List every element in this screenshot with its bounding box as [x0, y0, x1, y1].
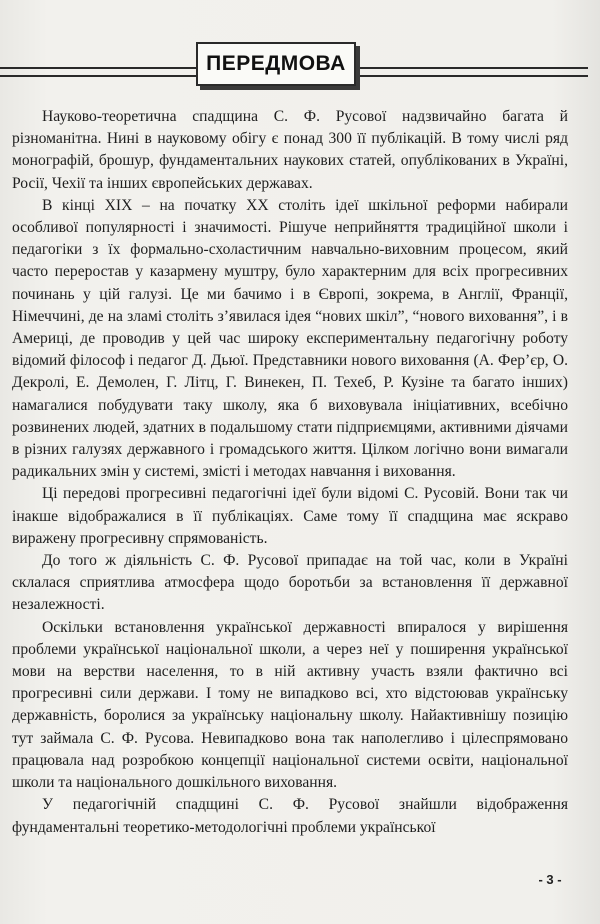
paragraph: Ці передові прогресивні педагогічні ідеї були відомі С. Русовій. Вони так чи інакше відображалися в її публікаціях. Саме тому її спадщина має яскраво виражену прогресивну спрямованість. — [12, 485, 568, 547]
body-text — [12, 106, 568, 839]
paragraph: У педагогічній спадщині С. Ф. Русової знайшли відображення фундаментальні теоретико-методологічні проблеми української — [12, 796, 568, 836]
paragraph: Науково-теоретична спадщина С. Ф. Русової надзвичайно багата й різноманітна. Нині в науковому обігу є понад 300 її публікацій. В тому числі ряд монографій, брошур, фундаментальних наукових статей, опублікованих в Україні, Росії, Чехії та інших європейських державах. — [12, 108, 568, 192]
paragraph: В кінці XIX – на початку XX століть ідеї шкільної реформи набирали особливої популярності і значимості. Рішуче неприйняття традиційної школи і педагогіки з їх формально-схоластичним навчально-виховним процесом, який часто переростав у казармену муштру, було характерним для всіх прогресивних починань у цій галузі. Це ми бачимо і в Європі, зокрема, в Англії, Франції, Німеччині, де на зламі століть з’явилася ідея “нових шкіл”, “нового виховання”, і в Америці, де проводив у цей час широку експериментальну педагогічну роботу відомий філософ і педагог Д. Дьюї. Представники нового виховання (А. Фер’єр, О. Декролі, Е. Демолен, Г. Літц, Г. Винекен, П. Техеб, Р. Кузіне та багато інших) намагалися побудувати таку школу, яка б виховувала ініціативних, всебічно розвинених людей, здатних в подальшому стати підприємцями, активними діячами в різних галузях державного і громадського життя. Цілком логічно вони вимагали радикальних змін у системі, змісті і методах навчання і виховання. — [12, 196, 568, 481]
page-title: ПЕРЕДМОВА — [196, 42, 356, 86]
paragraph: До того ж діяльність С. Ф. Русової припадає на той час, коли в Україні склалася сприятлива атмосфера щодо боротьби за встановлення її державної незалежності. — [12, 552, 568, 614]
page-number: - 3 - — [538, 872, 562, 887]
heading-banner — [0, 38, 600, 94]
paragraph: Оскільки встановлення української державності впиралося у вирішення проблеми української національної школи, а через неї у поширення української мови на верстви населення, то в ній активну участь взяли фактично всі прогресивні сили держави. І тому не випадково всі, хто відстоював українську державність, боролися за українську національну школу. Найактивнішу позицію тут займала С. Ф. Русова. Невипадково вона так наполегливо і цілеспрямовано працювала над розробкою концепції національної системи освіти, національної школи та національного дошкільного виховання. — [12, 618, 568, 792]
